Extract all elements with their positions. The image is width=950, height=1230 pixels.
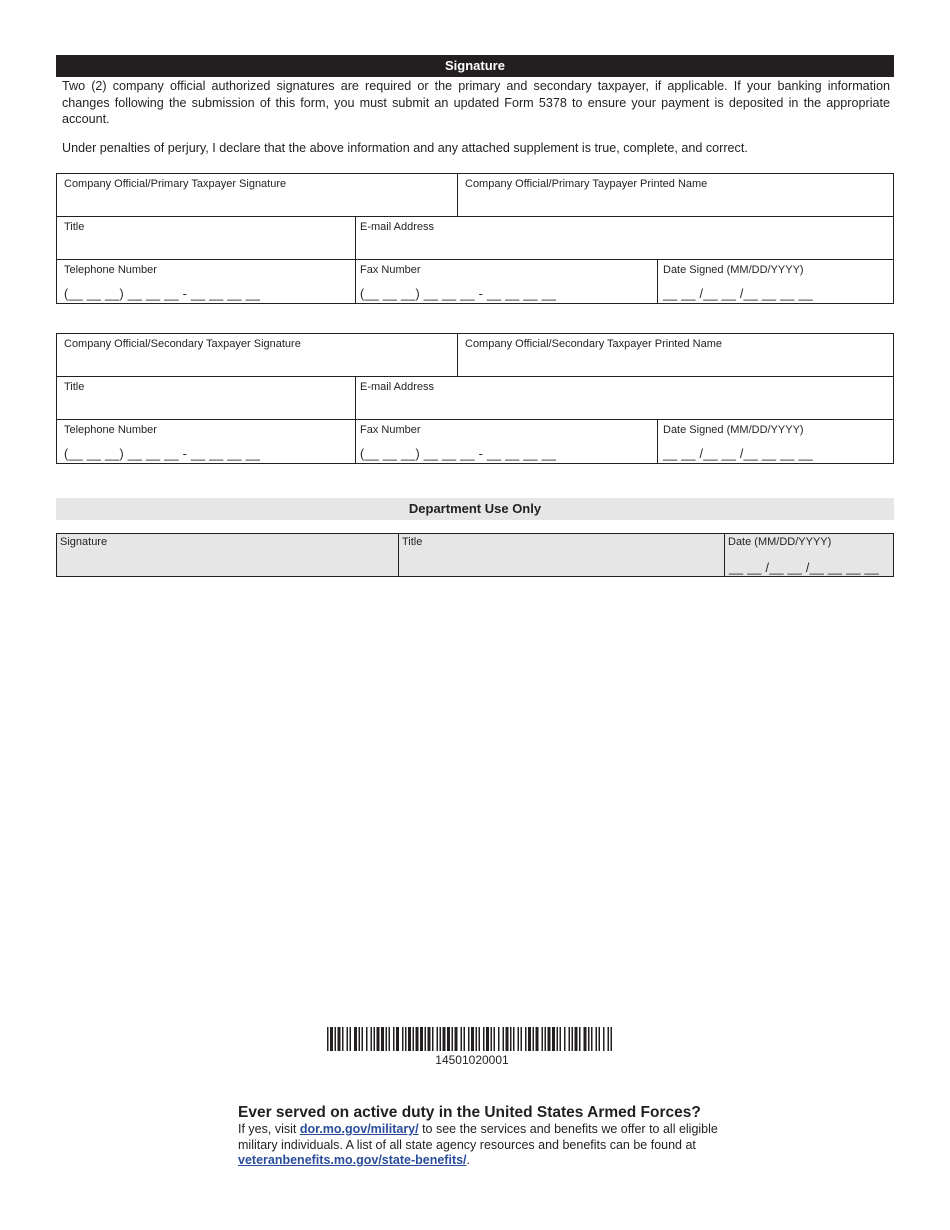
barcode-bar: [572, 1027, 574, 1051]
primary-title-field[interactable]: [57, 217, 355, 259]
barcode-bar: [455, 1027, 458, 1051]
barcode-bar: [557, 1027, 559, 1051]
barcode-bar: [579, 1027, 581, 1051]
barcode-bar: [575, 1027, 578, 1051]
veteran-benefits-link[interactable]: veteranbenefits.mo.gov/state-benefits/: [238, 1153, 467, 1168]
secondary-date-blank: __ __ /__ __ /__ __ __ __: [663, 447, 813, 461]
barcode-bar: [479, 1027, 481, 1051]
secondary-fax-blank: (__ __ __) __ __ __ - __ __ __ __: [360, 447, 557, 461]
military-link[interactable]: dor.mo.gov/military/: [299, 1122, 419, 1136]
barcode-image: [327, 1027, 617, 1051]
barcode-bar: [464, 1027, 466, 1051]
secondary-date-label: Date Signed (MM/DD/YYYY): [663, 424, 804, 436]
barcode-bar: [564, 1027, 566, 1051]
secondary-fax-field[interactable]: [355, 420, 657, 463]
secondary-signature-table: [56, 333, 894, 464]
barcode-bar: [342, 1027, 344, 1051]
secondary-signature-label: Company Official/Secondary Taxpayer Signature: [64, 338, 301, 350]
primary-signature-table: [56, 173, 894, 304]
department-use-header: Department Use Only: [56, 498, 894, 520]
perjury-statement: Under penalties of perjury, I declare that the above information and any attached supplement is true, complete, and correct.: [62, 141, 748, 155]
barcode-bar: [491, 1027, 493, 1051]
primary-row-signature: [57, 174, 893, 217]
barcode-bar: [503, 1027, 505, 1051]
barcode-bar: [443, 1027, 446, 1051]
signature-instructions: Two (2) company official authorized signatures are required or the primary and secondary taxpayer, if applicable. If your banking information changes following the submission of this form, you must submit an updated Form 5378 to ensure your payment is deposited in the appropriate account.: [62, 79, 890, 126]
barcode-bar: [374, 1027, 376, 1051]
barcode-bar: [521, 1027, 523, 1051]
barcode-bar: [416, 1027, 419, 1051]
barcode-bar: [335, 1027, 337, 1051]
barcode-bar: [338, 1027, 341, 1051]
barcode-bar: [371, 1027, 373, 1051]
barcode-bar: [588, 1027, 590, 1051]
department-signature-label: Signature: [60, 536, 108, 548]
barcode-bar: [494, 1027, 496, 1051]
barcode-bar: [386, 1027, 388, 1051]
barcode-bar: [402, 1027, 404, 1051]
barcode-bar: [498, 1027, 500, 1051]
barcode-bar: [506, 1027, 509, 1051]
primary-phone-blank: (__ __ __) __ __ __ - __ __ __ __: [64, 287, 261, 301]
barcode-bar: [603, 1027, 605, 1051]
primary-email-label: E-mail Address: [360, 221, 434, 233]
barcode-bar: [354, 1027, 357, 1051]
military-notice-title: Ever served on active duty in the United States Armed Forces?: [238, 1104, 701, 1121]
barcode-bar: [608, 1027, 610, 1051]
barcode-bar: [396, 1027, 399, 1051]
barcode-bar: [596, 1027, 598, 1051]
barcode-bar: [389, 1027, 391, 1051]
secondary-printed-name-field[interactable]: [457, 334, 893, 376]
barcode-bar: [518, 1027, 520, 1051]
primary-phone-label: Telephone Number: [64, 264, 157, 276]
barcode-bar: [510, 1027, 512, 1051]
barcode-bar: [413, 1027, 415, 1051]
primary-printed-name-field[interactable]: [457, 174, 893, 216]
primary-date-field[interactable]: [657, 260, 893, 303]
secondary-printed-name-label: Company Official/Secondary Taxpayer Printed Name: [465, 338, 722, 350]
barcode-bar: [432, 1027, 434, 1051]
barcode-bar: [468, 1027, 470, 1051]
barcode-bar: [359, 1027, 361, 1051]
primary-email-field[interactable]: [355, 217, 893, 259]
department-use-table: [56, 533, 894, 577]
department-date-blank: __ __ /__ __ /__ __ __ __: [729, 561, 879, 575]
barcode-bar: [405, 1027, 407, 1051]
primary-fax-blank: (__ __ __) __ __ __ - __ __ __ __: [360, 287, 557, 301]
secondary-row-signature: [57, 334, 893, 377]
primary-printed-name-label: Company Official/Primary Taypayer Printed Name: [465, 178, 708, 190]
barcode-bar: [533, 1027, 535, 1051]
barcode-bar: [452, 1027, 454, 1051]
barcode-bar: [584, 1027, 587, 1051]
secondary-row-contact: [57, 420, 893, 463]
secondary-fax-label: Fax Number: [360, 424, 421, 436]
secondary-date-field[interactable]: [657, 420, 893, 463]
barcode-bar: [528, 1027, 531, 1051]
barcode-bar: [447, 1027, 450, 1051]
military-text-part-2: to see the services and benefits we offer to all eligible military individuals. A list of all state agency resources and benefits can be found at: [238, 1122, 718, 1152]
barcode-bar: [542, 1027, 544, 1051]
secondary-title-label: Title: [64, 381, 85, 393]
department-date-label: Date (MM/DD/YYYY): [728, 536, 832, 548]
barcode-bar: [366, 1027, 368, 1051]
secondary-title-field[interactable]: [57, 377, 355, 419]
primary-row-contact: [57, 260, 893, 303]
barcode-bar: [552, 1027, 555, 1051]
barcode-bar: [381, 1027, 384, 1051]
barcode-bar: [377, 1027, 380, 1051]
barcode-bar: [420, 1027, 423, 1051]
barcode-bar: [525, 1027, 527, 1051]
barcode-bar: [536, 1027, 539, 1051]
military-notice-text: [238, 1122, 738, 1169]
barcode-bar: [548, 1027, 551, 1051]
department-signature-field: [57, 534, 398, 576]
military-text-part-3: .: [466, 1153, 471, 1168]
barcode-bar: [461, 1027, 463, 1051]
primary-date-blank: __ __ /__ __ /__ __ __ __: [663, 287, 813, 301]
secondary-email-label: E-mail Address: [360, 381, 434, 393]
primary-fax-label: Fax Number: [360, 264, 421, 276]
barcode-bar: [486, 1027, 489, 1051]
barcode-bar: [560, 1027, 562, 1051]
primary-row-title: [57, 217, 893, 260]
barcode-bar: [362, 1027, 364, 1051]
primary-signature-label: Company Official/Primary Taxpayer Signature: [64, 178, 287, 190]
barcode-bar: [513, 1027, 515, 1051]
primary-fax-field[interactable]: [355, 260, 657, 303]
primary-signature-field[interactable]: [57, 174, 457, 216]
barcode-bar: [440, 1027, 442, 1051]
barcode-bar: [428, 1027, 431, 1051]
barcode-bar: [483, 1027, 485, 1051]
secondary-signature-field[interactable]: [57, 334, 457, 376]
barcode-bar: [476, 1027, 478, 1051]
barcode-bar: [327, 1027, 329, 1051]
barcode-bar: [437, 1027, 439, 1051]
barcode-bar: [408, 1027, 411, 1051]
barcode-bar: [611, 1027, 613, 1051]
barcode-bar: [545, 1027, 547, 1051]
barcode-bar: [425, 1027, 427, 1051]
barcode-bar: [599, 1027, 601, 1051]
barcode-bar: [347, 1027, 349, 1051]
barcode-bar: [350, 1027, 352, 1051]
secondary-phone-blank: (__ __ __) __ __ __ - __ __ __ __: [64, 447, 261, 461]
barcode-bar: [330, 1027, 333, 1051]
department-date-field: [724, 534, 893, 576]
barcode-bar: [393, 1027, 395, 1051]
primary-date-label: Date Signed (MM/DD/YYYY): [663, 264, 804, 276]
secondary-phone-field[interactable]: [57, 420, 355, 463]
primary-title-label: Title: [64, 221, 85, 233]
department-title-label: Title: [402, 536, 423, 548]
secondary-phone-label: Telephone Number: [64, 424, 157, 436]
department-title-field: [398, 534, 724, 576]
barcode-bar: [591, 1027, 593, 1051]
secondary-email-field[interactable]: [355, 377, 893, 419]
signature-section-header: Signature: [56, 55, 894, 77]
secondary-row-title: [57, 377, 893, 420]
barcode-number: 14501020001: [435, 1053, 509, 1067]
barcode-bar: [471, 1027, 474, 1051]
barcode-bar: [569, 1027, 571, 1051]
primary-phone-field[interactable]: [57, 260, 355, 303]
military-text-part-1: If yes, visit: [238, 1122, 300, 1136]
